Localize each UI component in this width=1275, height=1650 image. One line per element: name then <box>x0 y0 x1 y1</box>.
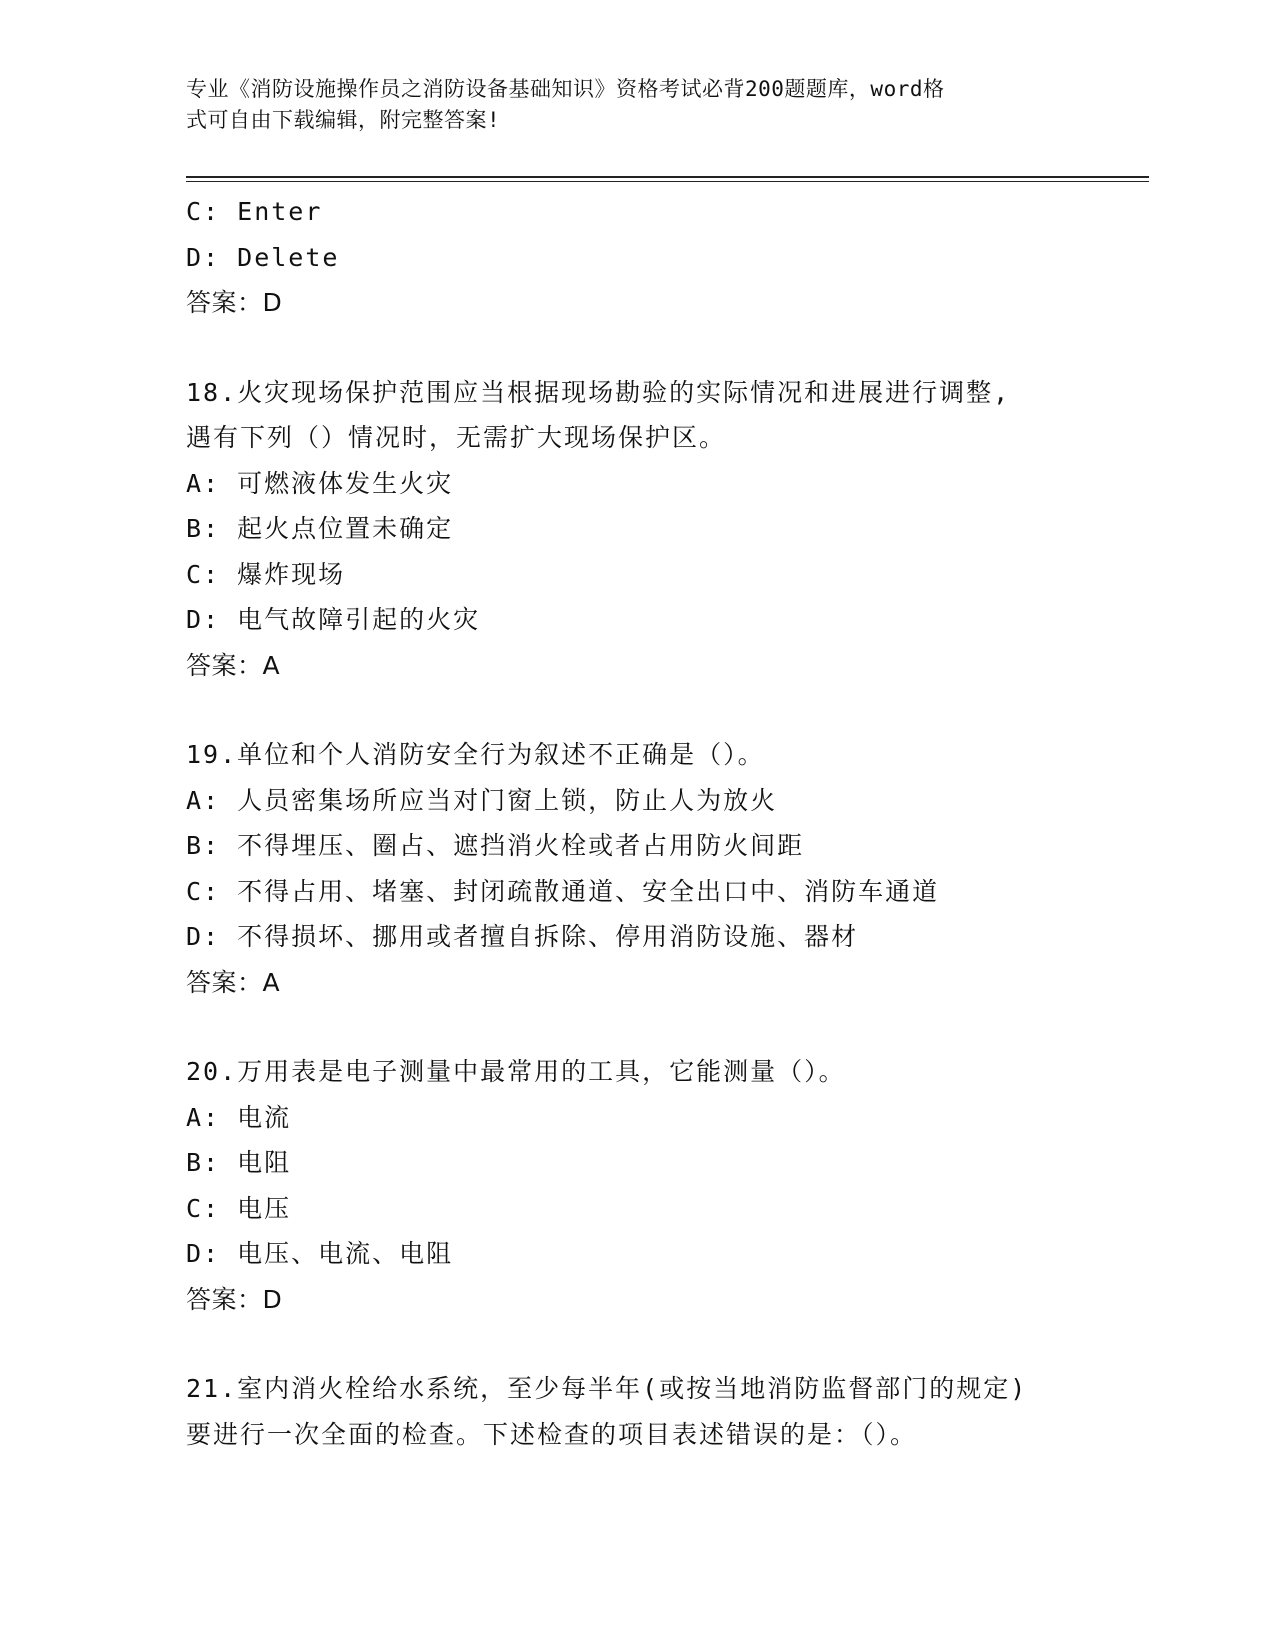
header-line-2: 式可自由下载编辑，附完整答案! <box>186 108 501 132</box>
answer-label: 答案：A <box>186 650 281 680</box>
document-header <box>186 74 1066 136</box>
question-21 <box>186 1366 1146 1457</box>
question-18 <box>186 370 1146 689</box>
question-list <box>186 189 1146 1457</box>
option-a: A: 可燃液体发生火灾 <box>186 468 454 498</box>
option-c: C: Enter <box>186 197 323 226</box>
question-stem: 要进行一次全面的检查。下述检查的项目表述错误的是：（）。 <box>186 1419 918 1449</box>
question-stem: 遇有下列（）情况时，无需扩大现场保护区。 <box>186 423 727 452</box>
header-divider-thick <box>186 176 1149 178</box>
option-c: C: 爆炸现场 <box>186 559 346 589</box>
option-a: A: 电流 <box>186 1102 292 1132</box>
question-20 <box>186 1049 1146 1322</box>
question-stem: 19.单位和个人消防安全行为叙述不正确是（）。 <box>186 740 765 769</box>
header-divider-thin <box>186 181 1149 182</box>
option-b: B: 电阻 <box>186 1148 292 1177</box>
answer-label: 答案：A <box>186 967 281 997</box>
answer-label: 答案：D <box>186 1284 283 1314</box>
question-17-continued <box>186 189 1146 326</box>
option-b: B: 起火点位置未确定 <box>186 514 454 543</box>
answer-label: 答案：D <box>186 288 283 317</box>
question-stem: 18.火灾现场保护范围应当根据现场勘验的实际情况和进展进行调整, <box>186 377 1011 407</box>
option-d: D: 电压、电流、电阻 <box>186 1239 454 1268</box>
option-c: C: 不得占用、堵塞、封闭疏散通道、安全出口中、消防车通道 <box>186 876 940 906</box>
option-a: A: 人员密集场所应当对门窗上锁，防止人为放火 <box>186 785 778 815</box>
header-line-1: 专业《消防设施操作员之消防设备基础知识》资格考试必背200题题库，word格 <box>186 77 945 101</box>
option-d: D: 电气故障引起的火灾 <box>186 605 481 634</box>
option-c: C: 电压 <box>186 1193 292 1223</box>
question-stem: 21.室内消火栓给水系统，至少每半年(或按当地消防监督部门的规定) <box>186 1374 1028 1403</box>
option-d: D: 不得损坏、挪用或者擅自拆除、停用消防设施、器材 <box>186 922 859 951</box>
question-19 <box>186 732 1146 1005</box>
option-b: B: 不得埋压、圈占、遮挡消火栓或者占用防火间距 <box>186 831 805 860</box>
question-stem: 20.万用表是电子测量中最常用的工具，它能测量（）。 <box>186 1057 846 1086</box>
option-d: D: Delete <box>186 242 340 272</box>
